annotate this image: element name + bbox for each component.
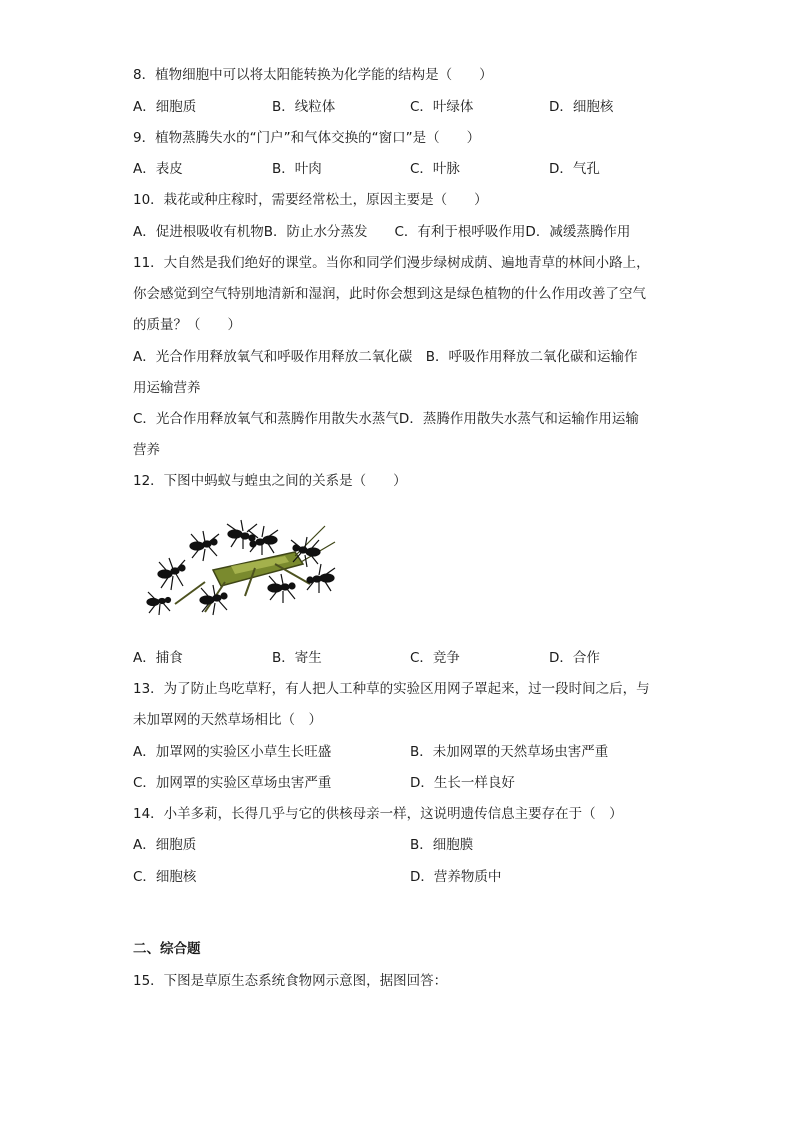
q11-option-line-2: 用运输营养 bbox=[133, 380, 201, 396]
q14-option-c: C．细胞核 bbox=[133, 869, 197, 885]
question-12-stem: 12．下图中蚂蚁与蝗虫之间的关系是（ ） bbox=[133, 473, 407, 489]
question-13-stem-line-2: 未加罩网的天然草场相比（ ） bbox=[133, 712, 322, 728]
question-11-stem-line-3: 的质量？（ ） bbox=[133, 317, 241, 333]
q13-option-a: A．加罩网的实验区小草生长旺盛 bbox=[133, 744, 332, 760]
q13-option-b: B．未加网罩的天然草场虫害严重 bbox=[410, 744, 609, 760]
question-9-stem: 9．植物蒸腾失水的“门户”和气体交换的“窗口”是（ ） bbox=[133, 130, 481, 146]
q8-option-c: C．叶绿体 bbox=[410, 99, 474, 115]
q9-option-b: B．叶肉 bbox=[272, 161, 322, 177]
question-8-stem: 8．植物细胞中可以将太阳能转换为化学能的结构是（ ） bbox=[133, 67, 493, 83]
q10-options: A．促进根吸收有机物B．防止水分蒸发 C．有利于根呼吸作用D．减缓蒸腾作用 bbox=[133, 224, 631, 240]
q8-option-b: B．线粒体 bbox=[272, 99, 336, 115]
q12-option-a: A．捕食 bbox=[133, 650, 183, 666]
section-2-title: 二、综合题 bbox=[133, 941, 201, 957]
q11-option-line-1: A．光合作用释放氧气和呼吸作用释放二氧化碳 B．呼吸作用释放二氧化碳和运输作 bbox=[133, 349, 638, 365]
q13-option-c: C．加网罩的实验区草场虫害严重 bbox=[133, 775, 332, 791]
question-11-stem-line-1: 11．大自然是我们绝好的课堂。当你和同学们漫步绿树成荫、遍地青草的林间小路上， bbox=[133, 255, 650, 271]
q14-option-b: B．细胞膜 bbox=[410, 837, 474, 853]
q11-option-line-3: C．光合作用释放氧气和蒸腾作用散失水蒸气D．蒸腾作用散失水蒸气和运输作用运输 bbox=[133, 411, 639, 427]
q9-option-a: A．表皮 bbox=[133, 161, 183, 177]
question-15-stem: 15．下图是草原生态系统食物网示意图，据图回答： bbox=[133, 973, 448, 989]
question-13-stem-line-1: 13．为了防止鸟吃草籽，有人把人工种草的实验区用网子罩起来，过一段时间之后，与 bbox=[133, 681, 650, 697]
q11-option-line-4: 营养 bbox=[133, 442, 160, 458]
q13-option-d: D．生长一样良好 bbox=[410, 775, 515, 791]
q12-option-d: D．合作 bbox=[549, 650, 600, 666]
question-10-stem: 10．栽花或种庄稼时，需要经常松土，原因主要是（ ） bbox=[133, 192, 488, 208]
q14-option-a: A．细胞质 bbox=[133, 837, 197, 853]
q12-option-b: B．寄生 bbox=[272, 650, 322, 666]
question-11-stem-line-2: 你会感觉到空气特别地清新和湿润，此时你会想到这是绿色植物的什么作用改善了空气 bbox=[133, 286, 646, 302]
question-14-stem: 14．小羊多莉，长得几乎与它的供核母亲一样，这说明遗传信息主要存在于（ ） bbox=[133, 806, 623, 822]
q8-option-d: D．细胞核 bbox=[549, 99, 614, 115]
q12-option-c: C．竞争 bbox=[410, 650, 460, 666]
ants-and-locust-image bbox=[135, 512, 350, 620]
q9-option-d: D．气孔 bbox=[549, 161, 600, 177]
q14-option-d: D．营养物质中 bbox=[410, 869, 502, 885]
q9-option-c: C．叶脉 bbox=[410, 161, 460, 177]
q8-option-a: A．细胞质 bbox=[133, 99, 197, 115]
